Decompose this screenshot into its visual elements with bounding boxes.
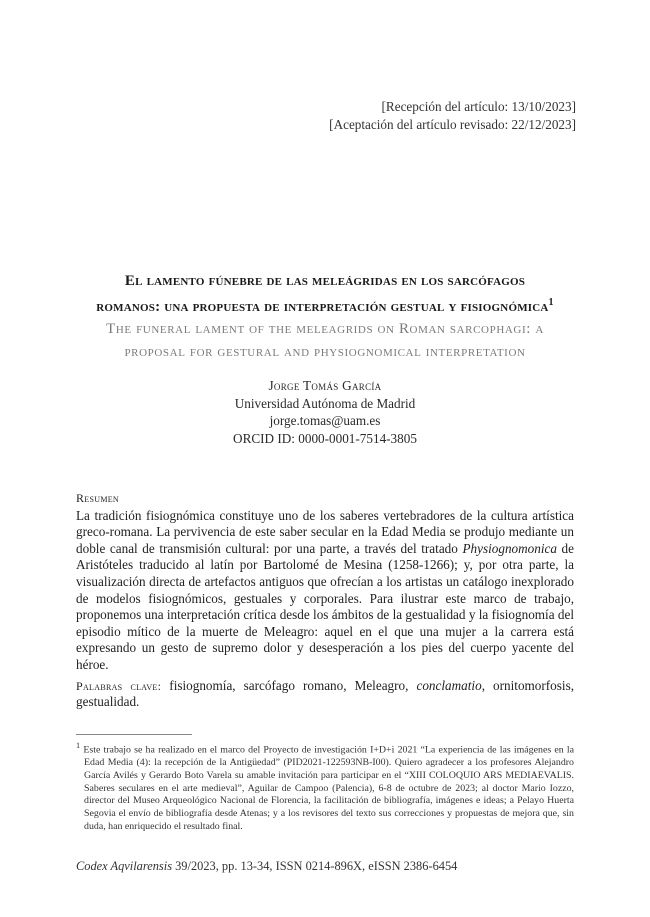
author-block bbox=[76, 377, 574, 447]
keywords-part-1: fisiognomía, sarcófago romano, Meleagro, bbox=[161, 677, 417, 693]
title-spanish-line-2-text: romanos: una propuesta de interpretación gestual y fisiognómica bbox=[96, 299, 549, 315]
received-date: [Recepción del artículo: 13/10/2023] bbox=[381, 99, 576, 114]
title-spanish-line-2 bbox=[76, 292, 574, 318]
abstract-label: Resumen bbox=[76, 491, 119, 505]
accepted-date: [Aceptación del artículo revisado: 22/12/2023] bbox=[329, 117, 576, 132]
title-spanish-line-1: El lamento fúnebre de las meleágridas en los sarcófagos bbox=[124, 273, 526, 289]
abstract-text-italic: Physiognomonica bbox=[462, 540, 557, 556]
abstract-text bbox=[76, 508, 574, 674]
footnote-marker: 1 bbox=[76, 741, 81, 750]
abstract-section bbox=[76, 490, 574, 711]
journal-details: 39/2023, pp. 13-34, ISSN 0214-896X, eISSN 2386-6454 bbox=[172, 859, 458, 873]
journal-name: Codex Aqvilarensis bbox=[76, 859, 173, 873]
title-english-line-2: proposal for gestural and physiognomical interpretation bbox=[124, 344, 526, 360]
keywords-part-2: , ornitomorfosis, gestualidad. bbox=[76, 677, 574, 710]
title-footnote-marker[interactable]: 1 bbox=[548, 297, 554, 308]
author-email[interactable]: jorge.tomas@uam.es bbox=[269, 413, 381, 428]
title-spanish bbox=[76, 270, 574, 318]
author-orcid: ORCID ID: 0000-0001-7514-3805 bbox=[233, 430, 417, 446]
footnote-body bbox=[76, 740, 574, 834]
footnote-text: Este trabajo se ha realizado en el marco del Proyecto de investigación I+D+i 2021 “La experiencia de las imágenes en la Edad Media (4): la recepción de la Antigüedad” (PID2021-122593NB-I00). Quiero agradecer a los profesores Alejandro García Avilés y Gerardo Boto Varela su amable invitación para participar en el “XIII COLOQUIO ARS MEDIAEVALIS. Saberes seculares en el arte medieval”, Aguilar de Campoo (Palencia), 6-8 de octubre de 2023; al doctor Mario Iozzo, director del Museo Arqueológico Nacional de Florencia, la facilitación de bibliografía, imágenes e ideas; a Pelayo Huerta Segovia el envío de bibliografía desde Atenas; y a los revisores del texto sus correcciones y propuestas de mejora que, sin duda, han enriquecido el resultado final. bbox=[83, 744, 575, 833]
abstract-text-part-2: de Aristóteles traducido al latín por Bartolomé de Mesina (1258-1266); y, por otra parte, la visualización directa de artefactos antiguos que ofrecían a los artistas un catálogo inexplorado de modelos fisiognómicos, gestuales y corporales. Para ilustrar este marco de trabajo, proponemos una interpretación crítica desde los ámbitos de la gestualidad y la fisiognomía del episodio mítico de la muerte de Meleagro: aquel en el que una mujer a la carrera está expresando un gesto de supremo dolor y desesperación a los pies del cuerpo yacente del héroe. bbox=[76, 540, 574, 672]
article-dates bbox=[329, 98, 576, 134]
title-english bbox=[76, 318, 574, 364]
keywords-label: Palabras clave: bbox=[76, 678, 162, 693]
title-english-line-1: The funeral lament of the meleagrids on Roman sarcophagi: a bbox=[106, 321, 544, 337]
journal-footer bbox=[76, 859, 457, 874]
author-affiliation: Universidad Autónoma de Madrid bbox=[234, 395, 416, 411]
keywords bbox=[76, 678, 574, 711]
keywords-italic: conclamatio bbox=[416, 677, 482, 693]
abstract-text-part-1: La tradición fisiognómica constituye uno de los saberes vertebradores de la cultura artística greco-romana. La pervivencia de este saber secular en la Edad Media se produjo mediante un doble canal de transmisión cultural: por una parte, a través del tratado bbox=[76, 507, 574, 556]
footnote bbox=[76, 740, 574, 834]
author-name: Jorge Tomás García bbox=[268, 378, 382, 393]
footnote-divider bbox=[76, 734, 192, 735]
